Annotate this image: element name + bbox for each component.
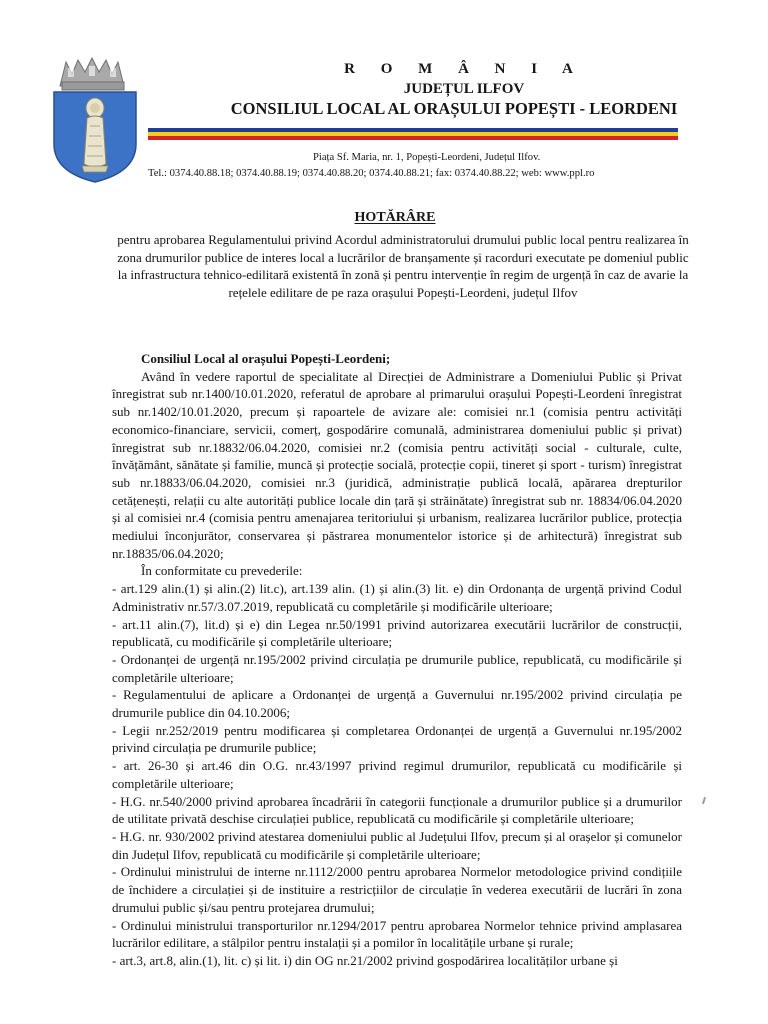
document-body [112, 350, 682, 970]
page-bottom-edge [0, 1018, 768, 1024]
provision-item: - Ordonanței de urgență nr.195/2002 privind circulația pe drumurile publice, republicată, cu modificările și completările ulterioare; [112, 651, 682, 685]
coat-of-arms-icon [52, 56, 138, 184]
provision-item: - H.G. nr. 930/2002 privind atestarea domeniului public al Județului Ilfov, precum și al orașelor și comunelor din Județul Ilfov, republicată cu modificările și completările ulterioare; [112, 828, 682, 862]
provision-item: - art.11 alin.(7), lit.d) și e) din Legea nr.50/1991 privind autorizarea executării lucrărilor de construcții, republicată, cu modificările și completările ulterioare; [112, 616, 682, 650]
document-title [0, 209, 768, 227]
provision-item: - art.129 alin.(1) și alin.(2) lit.c), art.139 alin. (1) și alin.(3) lit. e) din Ordonanța de urgență privind Codul Administrativ nr.57/3.07.2019, republicată cu completările și modificările ulterioare; [112, 581, 682, 614]
provision-item: - H.G. nr.540/2000 privind aprobarea încadrării în categorii funcționale a drumurilor publice și a drumurilor de utilitate privată deschise circulației publice, republicată cu modificările și completările ulterioare; [112, 793, 682, 827]
provision-item: - Ordinului ministrului transporturilor nr.1294/2017 pentru aprobarea Normelor tehnice privind amplasarea lucrărilor edilitare, a stâlpilor pentru instalații și a pomilor în localitățile urbane și rurale; [112, 917, 682, 951]
document-subtitle: pentru aprobarea Regulamentului privind Acordul administratorului drumului public local pentru realizarea în zona drumurilor publice de interes local a lucrărilor de branșamente și racorduri executate pe domeniul public la infrastructura tehnico-edilitară existentă în zonă și pentru intervenție în regim de urgență în caz de avarie la rețelele edilitare de pe raza orașului Popești-Leordeni, județul Ilfov [117, 232, 689, 300]
provision-item: - art. 26-30 și art.46 din O.G. nr.43/1997 privind regimul drumurilor, republicată cu modificările și completările ulterioare; [112, 758, 682, 791]
document-title-text: HOTĂRÂRE [354, 210, 436, 225]
council-heading: Consiliul Local al orașului Popești-Leordeni; [141, 351, 391, 366]
contact-line: Tel.: 0374.40.88.18; 0374.40.88.19; 0374.40.88.20; 0374.40.88.21; fax: 0374.40.88.22; web: www.ppl.ro [148, 168, 595, 179]
provision-item: - Legii nr.252/2019 pentru modificarea și completarea Ordonanței de urgență a Guvernului nr.195/2002 privind circulația pe drumurile publice; [112, 722, 682, 756]
provision-item: - Ordinului ministrului de interne nr.1112/2000 pentru aprobarea Normelor metodologice privind condițiile de închidere a circulației și de instituire a restricțiilor de circulație în vederea executării de lucrări în zona drumului public și/sau pentru protejarea drumului; [112, 864, 682, 915]
county-name: JUDEȚUL ILFOV [403, 81, 525, 97]
scan-mark [702, 797, 706, 804]
country-name: R O M Â N I A [344, 61, 584, 77]
council-name: CONSILIUL LOCAL AL ORAȘULUI POPEȘTI - LEORDENI [230, 99, 678, 118]
flag-stripe-red [148, 136, 678, 140]
letterhead [150, 58, 748, 120]
provisions-list [112, 580, 682, 969]
provision-item: - art.3, art.8, alin.(1), lit. c) și lit. i) din OG nr.21/2002 privind gospodărirea localităților urbane și [112, 952, 618, 968]
preamble-paragraph: Având în vedere raportul de specialitate al Direcției de Administrare a Domeniului Public și Privat înregistrat sub nr.1400/10.01.2020, referatul de aprobare al primarului orașului Popești-Leordeni înregistrat sub nr.1402/10.01.2020, precum și rapoartele de avizare ale: comisiei nr.1 (comisia pentru activități economico-financiare, servicii, comerț, gospodărire comunală, administrarea domeniului public și privat) înregistrat sub nr.18832/06.04.2020, comisiei nr.2 (comisia pentru activități social - culturale, culte, învățământ, sănătate și familie, muncă și protecție socială, protecție copii, tineret și sport - turism) înregistrat sub nr.18833/06.04.2020, comisiei nr.3 (juridică, administrație publică locală, apărarea drepturilor cetățenești, relații cu alte autorități publice locale din țară și străinătate) înregistrat sub nr. 18834/06.04.2020 și al comisiei nr.4 (comisia pentru amenajarea teritoriului și urbanism, realizarea lucrărilor publice, protecția mediului înconjurător, conservarea și păstrarea monumentelor istorice și de arhitectură) înregistrat sub nr.18835/06.04.2020; [112, 368, 682, 561]
provision-item: - Regulamentului de aplicare a Ordonanței de urgență a Guvernului nr.195/2002 privind circulația pe drumurile publice din 04.10.2006; [112, 687, 682, 721]
address-line: Piața Sf. Maria, nr. 1, Popești-Leordeni, Județul Ilfov. [313, 152, 541, 163]
provisions-intro: În conformitate cu prevederile: [141, 563, 303, 579]
